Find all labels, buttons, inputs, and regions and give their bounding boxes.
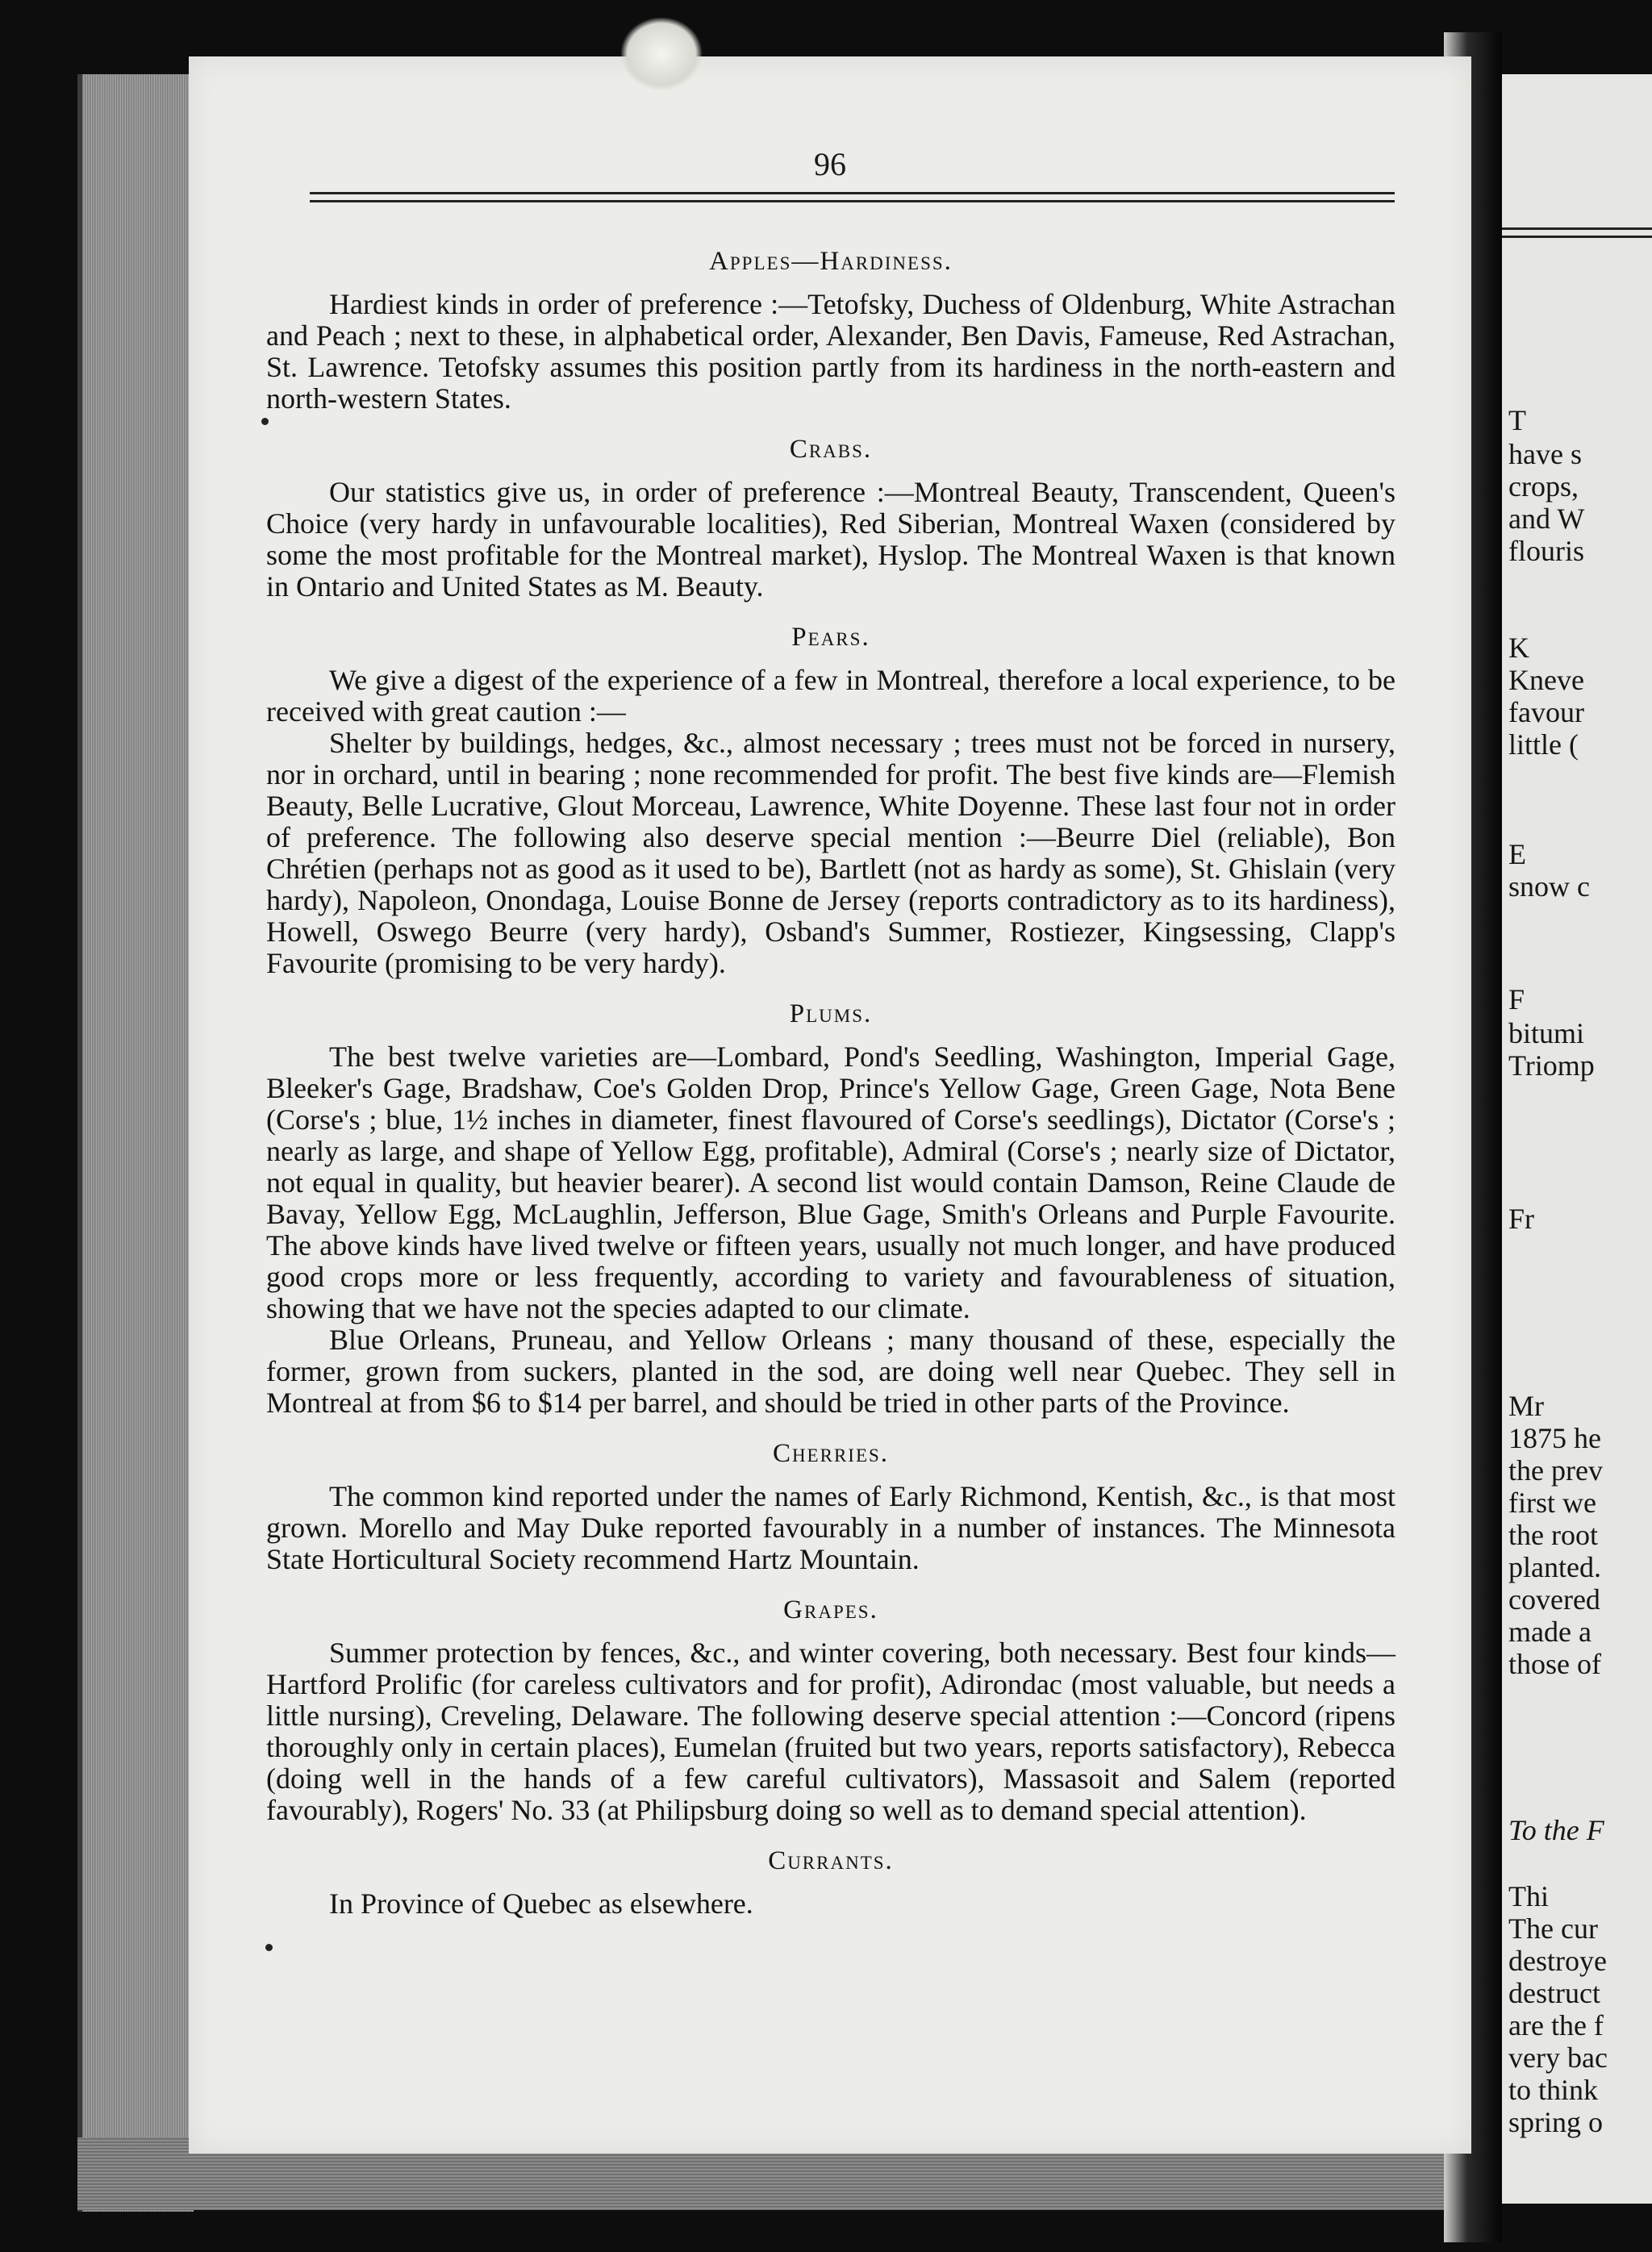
facing-page-line: 1875 he <box>1508 1422 1601 1454</box>
facing-page-line: The cur <box>1508 1912 1598 1945</box>
section <box>266 1438 1395 1575</box>
paragraph: Shelter by buildings, hedges, &c., almost necessary ; trees must not be forced in nursery, nor in orchard, until in bearing ; none recommended for profit. The best five kinds are—Flemish Beauty, Belle Lucrative, Glout Morceau, Lawrence, White Doyenne. These last four not in order of preference. The following also deserve special mention :—Beurre Diel (reliable), Bon Chrétien (perhaps not as good as it used to be), Bartlett (not as hardy as some), St. Ghislain (very hardy), Napoleon, Onondaga, Louise Bonne de Jersey (reports contradictory as to its hardiness), Howell, Oswego Beurre (very hardy), Osband's Summer, Rostiezer, Kingsessing, Clapp's Favourite (promising to be very hardy). <box>266 727 1395 979</box>
facing-page-line: crops, <box>1508 470 1579 503</box>
facing-page-line: flouris <box>1508 535 1584 567</box>
section <box>266 246 1395 415</box>
facing-page-line: favour <box>1508 696 1584 728</box>
paragraph: Our statistics give us, in order of preference :—Montreal Beauty, Transcendent, Queen's Choice (very hardy in unfavourable localities), Red Siberian, Montreal Waxen (considered by some the most profitable for the Montreal market), Hyslop. The Montreal Waxen is that known in Ontario and United States as M. Beauty. <box>266 476 1395 603</box>
facing-page-line: T <box>1508 404 1526 436</box>
facing-page-line: F <box>1508 983 1525 1015</box>
facing-page-line: planted. <box>1508 1551 1601 1583</box>
facing-page-line: and W <box>1508 503 1585 535</box>
facing-page-line: K <box>1508 632 1529 664</box>
facing-page-line: spring o <box>1508 2106 1603 2138</box>
facing-page-line: are the f <box>1508 2009 1604 2041</box>
facing-page-line: Fr <box>1508 1203 1535 1235</box>
facing-page-line: to think <box>1508 2074 1599 2106</box>
page-number: 96 <box>814 146 846 182</box>
facing-page-line: the root <box>1508 1519 1598 1551</box>
section-heading: Cherries. <box>772 1439 890 1468</box>
paragraph: Hardiest kinds in order of preference :—Tetofsky, Duchess of Oldenburg, White Astrachan and Peach ; next to these, in alphabetical order, Alexander, Ben Davis, Fameuse, Red Astrachan, St. Lawrence. Tetofsky assumes this position partly from its hardiness in the north-eastern and north-western States. <box>266 288 1395 415</box>
paragraph: We give a digest of the experience of a few in Montreal, therefore a local experience, to be received with great caution :— <box>266 664 1395 728</box>
facing-page-line: destruct <box>1508 1977 1600 2009</box>
paragraph: Blue Orleans, Pruneau, and Yellow Orleans ; many thousand of these, especially the former, grown from suckers, planted in the sod, are doing well near Quebec. They sell in Montreal at from $6 to $14 per barrel, and should be tried in other parts of the Province. <box>266 1324 1395 1419</box>
header-rule <box>310 192 1395 194</box>
facing-page-line: Thi <box>1508 1880 1549 1912</box>
section-heading: Plums. <box>789 999 873 1028</box>
paragraph: Summer protection by fences, &c., and winter covering, both necessary. Best four kinds—Hartford Prolific (for careless cultivators and for profit), Adirondac (most valuable, but needs a little nursing), Creveling, Delaware. The following deserve special attention :—Concord (ripens thoroughly only in certain places), Eumelan (fruited but two years, reports satisfactory), Rebecca (doing well in the hands of a few careful cultivators), Massasoit and Salem (reported favourably), Rogers' No. 33 (at Philipsburg doing so well as to demand special attention). <box>266 1637 1395 1826</box>
section-heading: Grapes. <box>783 1595 878 1624</box>
facing-page <box>1502 74 1652 2204</box>
facing-page-line: snow c <box>1508 870 1590 903</box>
facing-page-line: destroye <box>1508 1945 1607 1977</box>
header-rule <box>310 200 1395 202</box>
book-page <box>189 56 1471 2154</box>
section <box>266 1845 1395 1920</box>
facing-page-line: E <box>1508 838 1526 870</box>
paper-stain <box>621 18 702 90</box>
facing-page-line: have s <box>1508 438 1582 470</box>
facing-page-line: those of <box>1508 1648 1601 1680</box>
facing-page-line: first we <box>1508 1487 1596 1519</box>
section-heading: Pears. <box>791 623 870 652</box>
facing-page-line: bitumi <box>1508 1017 1585 1049</box>
facing-page-line: little ( <box>1508 728 1579 761</box>
facing-page-rule <box>1502 227 1652 230</box>
facing-page-line: covered <box>1508 1583 1600 1616</box>
section <box>266 999 1395 1419</box>
section <box>266 622 1395 979</box>
margin-mark <box>265 1944 273 1951</box>
section-heading: Currants. <box>768 1846 894 1875</box>
facing-page-line: the prev <box>1508 1454 1603 1487</box>
paragraph: The best twelve varieties are—Lombard, Pond's Seedling, Washington, Imperial Gage, Bleeker's Gage, Bradshaw, Coe's Golden Drop, Prince's Yellow Gage, Green Gage, Nota Bene (Corse's ; blue, 1½ inches in diameter, finest flavoured of Corse's seedlings), Dictator (Corse's ; nearly as large, and shape of Yellow Egg, profitable), Admiral (Corse's ; nearly size of Dictator, not equal in quality, but heavier bearer). A second list would contain Damson, Reine Claude de Bavay, Yellow Egg, McLaughlin, Jefferson, Blue Gage, Smith's Orleans and Purple Favourite. The above kinds have lived twelve or fifteen years, usually not much longer, and have produced good crops more or less frequently, according to variety and favourableness of situation, showing that we have not the species adapted to our climate. <box>266 1041 1395 1324</box>
facing-page-line: made a <box>1508 1616 1592 1648</box>
section <box>266 1595 1395 1826</box>
book-page-edges <box>77 74 194 2212</box>
paragraph: In Province of Quebec as elsewhere. <box>329 1887 753 1920</box>
section-heading: Apples—Hardiness. <box>709 247 953 276</box>
facing-page-line: Triomp <box>1508 1049 1595 1082</box>
page-body <box>266 246 1395 1939</box>
section <box>266 434 1395 603</box>
facing-page-line: To the F <box>1508 1814 1604 1846</box>
paragraph: The common kind reported under the names of Early Richmond, Kentish, &c., is that most grown. Morello and May Duke reported favourably in a number of instances. The Minnesota State Horticultural Society recommend Hartz Mountain. <box>266 1480 1395 1575</box>
facing-page-rule <box>1502 236 1652 238</box>
section-heading: Crabs. <box>789 435 873 464</box>
facing-page-line: very bac <box>1508 2041 1608 2074</box>
facing-page-line: Kneve <box>1508 664 1584 696</box>
facing-page-line: Mr <box>1508 1390 1544 1422</box>
